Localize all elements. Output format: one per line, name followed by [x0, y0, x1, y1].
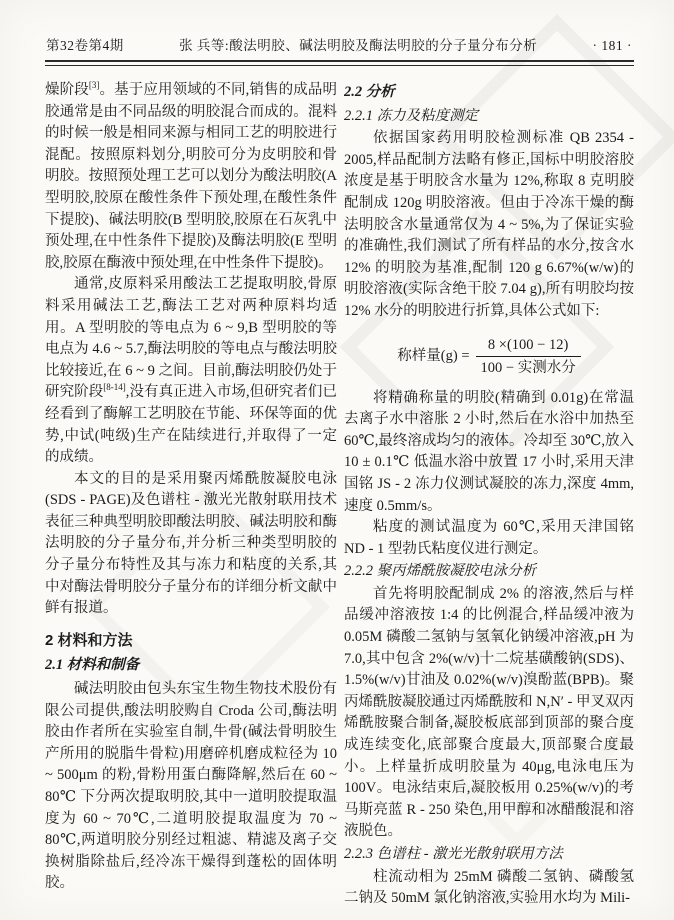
paragraph-text: ,没有真正进入市场,但研究者们已经看到了酶解工艺明胶在节能、环保等面的优势,中试(吨级)生产在陆续进行,并取得了一定的成绩。	[45, 384, 337, 466]
paragraph-intro-continuation	[45, 80, 337, 274]
right-column	[344, 80, 634, 920]
paragraph-text: 。基于应用领域的不同,销售的成品明胶通常是由不同品级的明胶混合而成的。混料的时候一般是相同来源与相同工艺的明胶进行混配。按照原料划分,明胶可分为皮明胶和骨明胶。按照预处理工艺可以划分为酸法明胶(A 型明胶,胶原在酸性条件下预处理,在酸性条件下提胶)、碱法明胶(B 型明胶,胶原在石灰乳中预处理,在中性条件下提胶)及酶法明胶(E 型明胶,胶原在酶液中预处理,在中性条件下提胶)。	[45, 82, 337, 271]
formula-denominator: 100 − 实测水分	[480, 359, 576, 376]
paragraph-study-purpose: 本文的目的是采用聚丙烯酰胺凝胶电泳(SDS - PAGE)及色谱柱 - 激光光散射联用技术表征三种典型明胶即酸法明胶、碱法明胶和酶法明胶的分子量分布,并分析三种类型明胶的分子量分布特性及其与冻力和粘度的关系,其中对酶法骨明胶分子量分布的详细分析文献中鲜有报道。	[45, 470, 337, 617]
paragraph-standard-method: 依据国家药用明胶检测标准 QB 2354 - 2005,样品配制方法略有修正,国标中明胶溶胶浓度是基于明胶含水量为 12%,称取 8 克明胶配制成 120g 明胶溶液。但由于冷冻干燥的酶法明胶含水量通常仅为 4 ~ 5%,为了保证实验的准确性,我们测试了所有样品的水分,按含水 12% 的明胶为基准,配制 120 g 6.67%(w/w)的明胶溶液(实际含绝干胶 7.04 g),所有明胶均按 12% 水分的明胶进行折算,具体公式如下:	[344, 130, 634, 319]
journal-issue: 第32卷第4期	[46, 38, 124, 53]
citation-ref: [3]	[88, 80, 100, 91]
formula-lhs: 称样量(g) =	[397, 348, 470, 365]
running-title: 张 兵等:酸法明胶、碱法明胶及酶法明胶的分子量分布分析	[179, 38, 538, 53]
paragraph-gelatin-types	[45, 274, 337, 468]
paragraph-materials: 碱法明胶由包头东宝生物生物技术股份有限公司提供,酸法明胶购自 Croda 公司,酶法明胶由作者所在实验室自制,牛骨(碱法骨明胶生产所用的脱脂牛骨粒)用磨碎机磨成粒径为 10 ~ 500μm 的粉,骨粉用蛋白酶降解,然后在 60 ~ 80℃ 下分两次提取明胶,其中一道明胶提取温度为 60 ~ 70℃,二道明胶提取温度为 70 ~ 80℃,两道明胶分别经过粗滤、精滤及离子交换树脂除盐后,经冷冻干燥得到蓬松的固体明胶。	[45, 681, 337, 892]
paragraph-mobile-phase: 柱流动相为 25mM 磷酸二氢钠、磷酸氢二钠及 50mM 氯化钠溶液,实验用水均为 Mili-	[344, 868, 634, 907]
subsubsection-heading-column-lls: 2.2.3 色谱柱 - 激光光散射联用方法	[344, 846, 563, 862]
paragraph-electrophoresis: 首先将明胶配制成 2% 的溶液,然后与样品缓冲溶液按 1:4 的比例混合,样品缓冲液为 0.05M 磷酸二氢钠与氢氧化钠缓冲溶液,pH 为 7.0,其中包含 2%(w/v)十二烷基磺酸钠(SDS)、1.5%(w/v)甘油及 0.02%(w/v)溴酚蓝(BPB)。聚丙烯酰胺凝胶通过丙烯酰胺和 N,N′ - 甲叉双丙烯酰胺聚合制备,凝胶板底部到顶部的聚合度成连续变化,底部聚合度最大,顶部聚合度最小。上样量折成明胶量为 40μg,电泳电压为 100V。电泳结束后,凝胶板用 0.25%(w/v)的考马斯亮蓝 R - 250 染色,用甲醇和冰醋酸混和溶液脱色。	[344, 585, 634, 840]
paragraph-text: 燥阶段	[45, 82, 89, 98]
subsection-heading-analysis: 2.2 分析	[344, 84, 395, 100]
citation-ref: [8-14]	[103, 382, 126, 393]
sample-weight-formula	[344, 335, 634, 378]
page-header	[46, 34, 632, 54]
subsection-heading-materials-preparation: 2.1 材料和制备	[45, 657, 140, 674]
subsubsection-heading-bloom-viscosity: 2.2.1 冻力及粘度测定	[344, 107, 479, 124]
subsubsection-heading-sds-page: 2.2.2 聚丙烯酰胺凝胶电泳分析	[344, 563, 537, 580]
formula-numerator: 8 ×(100 − 12)	[476, 335, 581, 357]
header-rule	[45, 60, 634, 66]
paragraph-text: 通常,皮原料采用酸法工艺提取明胶,骨原料采用碱法工艺,酶法工艺对两种原料均适用。A 型明胶的等电点为 6 ~ 9,B 型明胶的等电点为 4.6 ~ 5.7,酶法明胶的等电点与酸法明胶比较接近,在 6 ~ 9 之间。目前,酶法明胶仍处于研究阶段	[45, 276, 337, 401]
left-column	[45, 80, 337, 920]
paragraph-viscosity-test: 粘度的测试温度为 60℃,采用天津国铭 ND - 1 型勃氏粘度仪进行测定。	[344, 519, 634, 557]
formula-fraction	[476, 335, 581, 378]
section-heading-materials-methods: 2 材料和方法	[45, 631, 133, 649]
paragraph-bloom-test: 将精确称量的明胶(精确到 0.01g)在常温去离子水中溶胀 2 小时,然后在水浴中加热至 60℃,最终溶成均匀的液体。冷却至 30℃,放入 10 ± 0.1℃ 低温水浴中放置 17 小时,采用天津国铭 JS - 2 冻力仪测试凝胶的冻力,深度 4mm,速度 0.5mm/s。	[344, 389, 634, 514]
page-number: · 181 ·	[592, 38, 632, 53]
